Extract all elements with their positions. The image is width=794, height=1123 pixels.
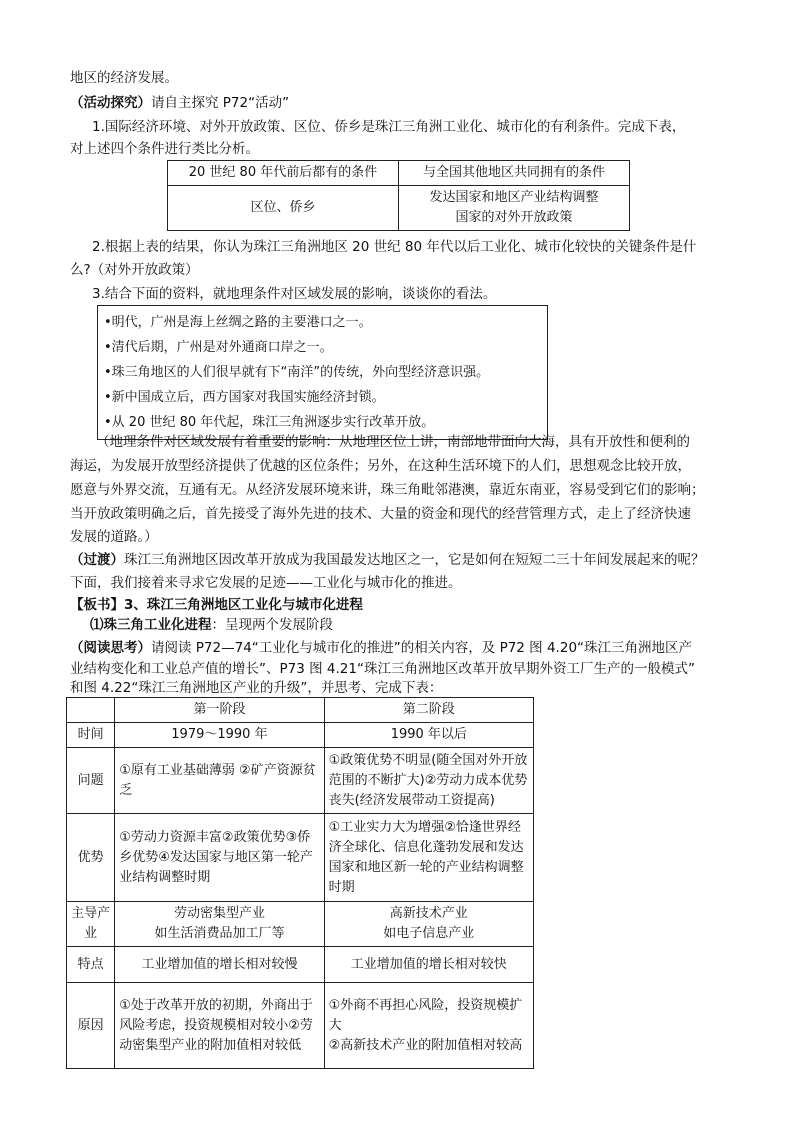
reading-label: （阅读思考） [70,640,151,656]
table-cell [399,186,630,231]
q1-line1: 1.国际经济环境、对外开放政策、区位、侨乡是珠江三角洲工业化、城市化的有利条件。完成下表， [92,119,686,135]
table-row [67,748,534,814]
table-cell: 1990 年以后 [324,723,533,748]
table-row [67,902,534,947]
board-label: 【板书】 [70,597,124,613]
answer-line: 发展的道路。） [70,529,158,545]
material-box [97,305,548,440]
table-row [67,983,534,1069]
table-cell: 20 世纪 80 年代前后都有的条件 [168,161,399,186]
row-label: 特点 [67,947,115,983]
cell-line: 发达国家和地区产业结构调整 [429,190,599,205]
answer-line: 愿意与外界交流，互通有无。从经济发展环境来讲，珠三角毗邻港澳，靠近东南亚，容易受到它们的影响； [70,482,705,498]
intro-line: 地区的经济发展。 [70,70,178,86]
table-cell [324,902,533,947]
row-label: 原因 [67,983,115,1069]
sub1-label: ⑴珠三角工业化进程 [90,617,212,633]
q3-line: 3.结合下面的资料，就地理条件对区域发展的影响，谈谈你的看法。 [92,286,497,302]
table-cell: ①工业实力大为增强②恰逢世界经济全球化、信息化蓬勃发展和发达国家和地区新一轮的产业结构调整时期 [324,814,533,902]
table-cell: 1979～1990 年 [115,723,324,748]
table-row [67,698,534,723]
board-heading [70,595,726,616]
activity-heading [70,93,726,114]
answer-line: 海运，为发展开放型经济提供了优越的区位条件；另外，在这种生活环境下的人们，思想观念比较开放， [70,458,691,474]
table-row [168,161,630,186]
material-item: •新中国成立后，西方国家对我国实施经济封锁。 [104,390,385,405]
table-cell: 与全国其他地区共同拥有的条件 [399,161,630,186]
transition-text: 珠江三角洲地区因改革开放成为我国最发达地区之一，它是如何在短短二三十年间发展起来的呢？ [124,552,705,568]
table-row [67,723,534,748]
activity-label: （活动探究） [70,95,151,111]
cell-line: 劳动密集型产业 [173,906,265,921]
table-cell [324,983,533,1069]
stages-table [66,697,534,1069]
cell-line: 国家的对外开放政策 [455,210,573,225]
material-item: •清代后期，广州是对外通商口岸之一。 [104,340,333,355]
answer-line: 当开放政策明确之后，首先接受了海外先进的技术、大量的资金和现代的经营管理方式，走上了经济快速 [70,506,691,522]
row-label: 时间 [67,723,115,748]
conditions-table [167,160,630,231]
transition-line2: 下面，我们接着来寻求它发展的足迹——工业化与城市化的推进。 [70,575,462,591]
reading-text: 请阅读 P72—74“工业化与城市化的推进”的相关内容，及 P72 图 4.20“珠江三角洲地区产 [151,640,693,656]
material-item: •从 20 世纪 80 年代起，珠江三角洲逐步实行改革开放。 [104,415,435,430]
reading-line2: 业结构变化和工业总产值的增长”、P73 图 4.21“珠江三角洲地区改革开放早期外资工厂生产的一般模式” [70,661,695,677]
sub1-heading [90,615,726,636]
table-cell: ①处于改革开放的初期，外商出于风险考虑，投资规模相对较小②劳动密集型产业的附加值相对较低 [115,983,324,1069]
answer-line: （地理条件对区域发展有着重要的影响：从地理区位上讲，南部地带面向大海，具有开放性和便利的 [96,434,690,450]
table-cell: 工业增加值的增长相对较快 [324,947,533,983]
cell-line: 如生活消费品加工厂等 [154,926,285,941]
table-header [67,698,115,723]
board-title: 3、珠江三角洲地区工业化与城市化进程 [124,597,363,613]
cell-line: 高新技术产业 [389,906,468,921]
transition-line1 [70,550,726,571]
row-label: 主导产业 [67,902,115,947]
q1-line2: 对上述四个条件进行类比分析。 [70,141,259,157]
cell-line: ①外商不再担心风险，投资规模扩大 [328,997,523,1033]
q2-line1: 2.根据上表的结果，你认为珠江三角洲地区 20 世纪 80 年代以后工业化、城市化较快的关键条件是什 [92,239,697,255]
table-cell: ①政策优势不明显(随全国对外开放范围的不断扩大)②劳动力成本优势丧失(经济发展带动工资提高) [324,748,533,814]
table-row [168,186,630,231]
material-item: •珠三角地区的人们很早就有下“南洋”的传统，外向型经济意识强。 [104,365,490,380]
table-cell [115,902,324,947]
table-cell: ①原有工业基础薄弱 ②矿产资源贫乏 [115,748,324,814]
table-header: 第二阶段 [324,698,533,723]
material-item: •明代，广州是海上丝绸之路的主要港口之一。 [104,315,372,330]
transition-label: （过渡） [70,552,124,568]
table-cell: 工业增加值的增长相对较慢 [115,947,324,983]
sub1-text: ：呈现两个发展阶段 [211,617,333,633]
activity-text: 请自主探究 P72“活动” [151,95,290,111]
table-cell: 区位、侨乡 [168,186,399,231]
row-label: 优势 [67,814,115,902]
cell-line: 如电子信息产业 [383,926,475,941]
table-row [67,814,534,902]
table-cell: ①劳动力资源丰富②政策优势③侨乡优势④发达国家与地区第一轮产业结构调整时期 [115,814,324,902]
reading-line1 [70,638,726,659]
table-header: 第一阶段 [115,698,324,723]
table-row [67,947,534,983]
cell-line: ②高新技术产业的附加值相对较高 [328,1037,523,1053]
reading-line3: 和图 4.22“珠江三角洲地区产业的升级”，并思考、完成下表： [70,680,443,696]
q2-line2: 么?（对外开放政策） [70,262,199,278]
row-label: 问题 [67,748,115,814]
